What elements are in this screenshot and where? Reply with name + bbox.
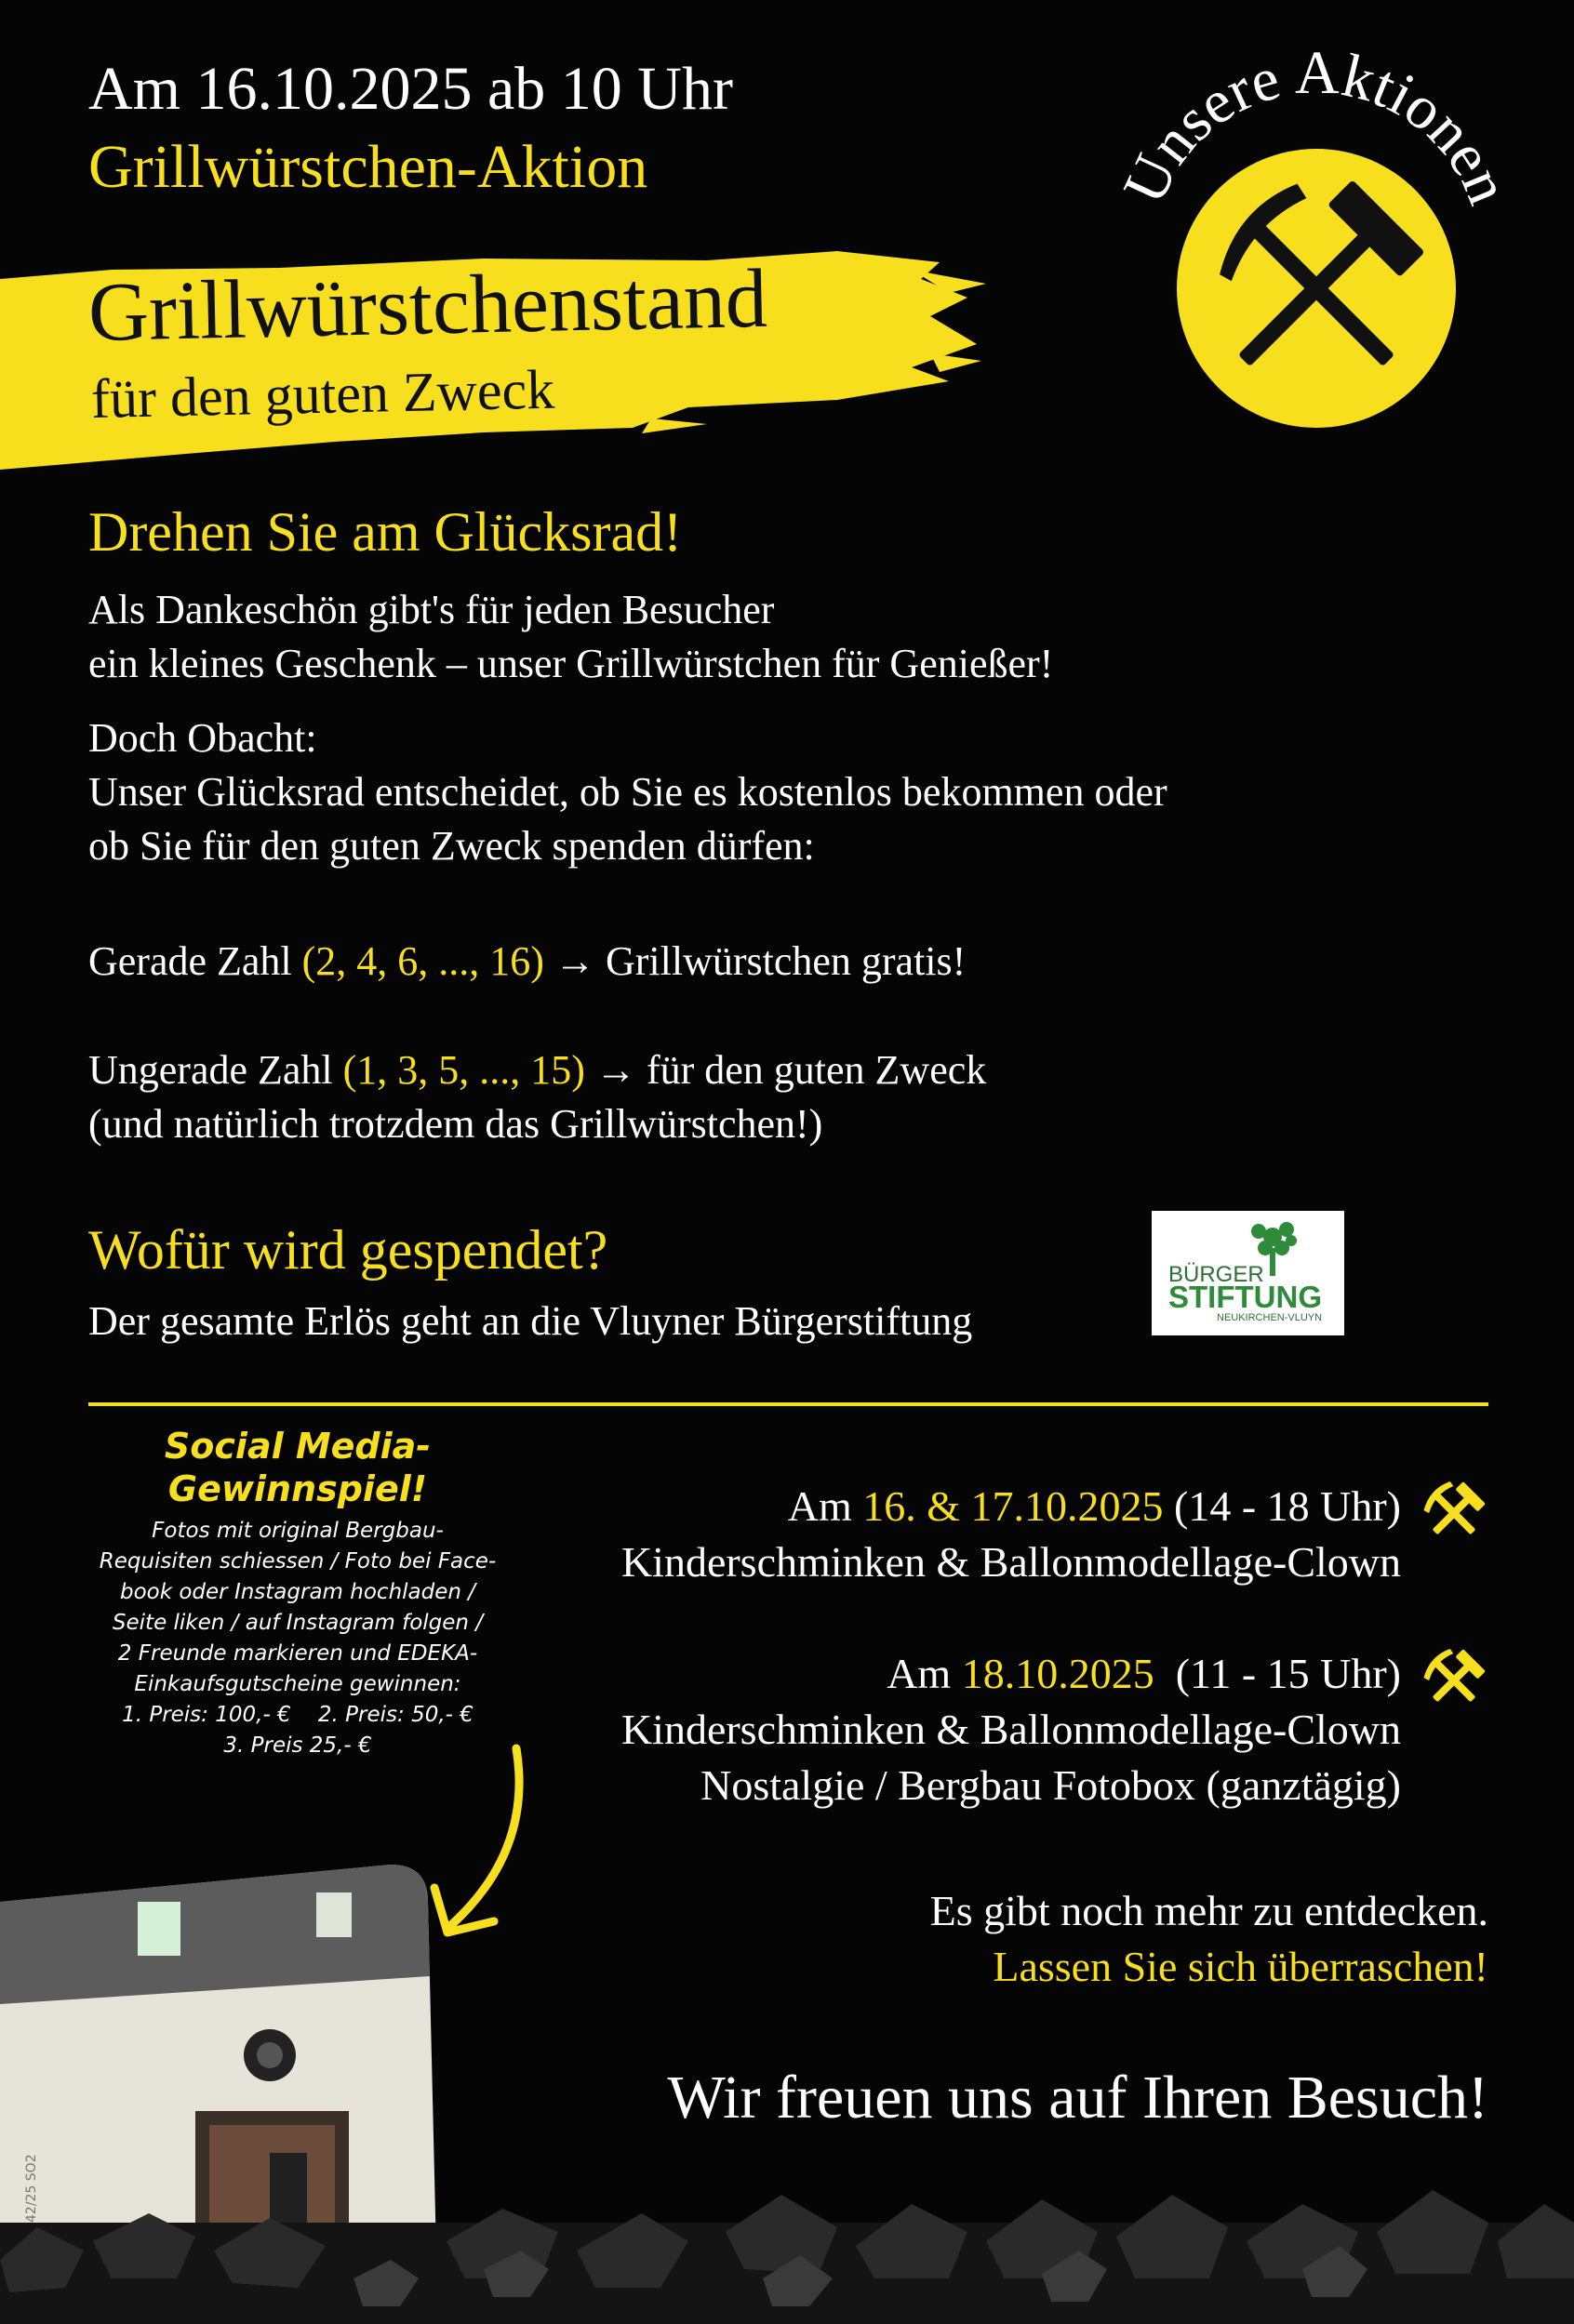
schedule-activity: Kinderschminken & Ballonmodellage-Clown	[620, 1706, 1401, 1753]
unsere-aktionen-badge	[1098, 37, 1535, 474]
social-body-line: 3. Preis 25,- €	[223, 1733, 372, 1758]
hammer-and-pick-icon	[1421, 1481, 1487, 1546]
more-line2: Lassen Sie sich überraschen!	[993, 1943, 1488, 1990]
caution-line: ob Sie für den guten Zweck spenden dürfen:	[88, 823, 815, 869]
social-body-line: 2 Freunde markieren und EDEKA-	[117, 1641, 478, 1666]
schedule-item-1	[621, 1479, 1401, 1590]
social-body-line: Einkaufsgutscheine gewinnen:	[134, 1672, 461, 1696]
banner-title: Grillwürstchenstand	[87, 252, 768, 359]
donation-heading: Wofür wird gespendet?	[88, 1219, 608, 1281]
schedule-item-2	[621, 1646, 1401, 1813]
coal-pile-decoration	[0, 2139, 1574, 2324]
schedule-time: (14 - 18 Uhr)	[1163, 1482, 1401, 1530]
social-title-line: Gewinnspiel!	[167, 1468, 428, 1509]
badge-text: Unsere Aktionen	[1110, 38, 1523, 214]
schedule-prefix: Am	[787, 1482, 863, 1530]
even-label: Gerade Zahl	[88, 938, 302, 984]
social-media-title	[37, 1425, 558, 1510]
more-line1: Es gibt noch mehr zu entdecken.	[929, 1887, 1488, 1934]
banner-subtitle: für den guten Zweck	[90, 358, 555, 430]
even-number-rule	[88, 935, 966, 989]
schedule-activity: Kinderschminken & Ballonmodellage-Clown	[620, 1538, 1401, 1586]
buergerstiftung-logo	[1152, 1211, 1344, 1335]
logo-line2: STIFTUNG	[1168, 1280, 1322, 1314]
schedule-prefix: Am	[887, 1650, 962, 1697]
odd-label: Ungerade Zahl	[88, 1047, 343, 1093]
odd-numbers: (1, 3, 5, ..., 15)	[342, 1047, 585, 1093]
odd-note: (und natürlich trotzdem das Grillwürstchen!)	[88, 1101, 823, 1147]
social-body-line: Seite liken / auf Instagram folgen /	[112, 1611, 484, 1635]
thanks-line: ein kleines Geschenk – unser Grillwürstchen für Genießer!	[88, 641, 1054, 686]
caution-line: Unser Glücksrad entscheidet, ob Sie es kostenlos bekommen oder	[88, 769, 1167, 815]
social-body-line: book oder Instagram hochladen /	[119, 1580, 476, 1604]
odd-result: → für den guten Zweck	[584, 1047, 987, 1093]
even-numbers: (2, 4, 6, ..., 16)	[301, 938, 544, 984]
schedule-date: 16. & 17.10.2025	[862, 1482, 1164, 1530]
social-title-line: Social Media-	[164, 1426, 432, 1467]
event-date-heading: Am 16.10.2025 ab 10 Uhr	[88, 55, 733, 123]
curved-arrow-icon	[423, 1739, 544, 1953]
print-code: 42/25 SO2	[24, 2154, 39, 2223]
social-body-line: Fotos mit original Bergbau-	[152, 1519, 444, 1543]
donation-text: Der gesamte Erlös geht an die Vluyner Bürgerstiftung	[88, 1298, 973, 1344]
social-body-line: 1. Preis: 100,- € 2. Preis: 50,- €	[122, 1703, 474, 1727]
schedule-date: 18.10.2025	[961, 1650, 1154, 1697]
social-media-body	[37, 1516, 558, 1761]
lucky-wheel-heading: Drehen Sie am Glücksrad!	[88, 501, 683, 563]
event-subtitle: Grillwürstchen-Aktion	[88, 133, 648, 201]
caution-text	[88, 711, 1167, 873]
schedule-activity: Nostalgie / Bergbau Fotobox (ganztägig)	[700, 1761, 1401, 1809]
odd-number-rule	[88, 1043, 986, 1151]
thanks-text	[88, 583, 1053, 691]
section-divider	[88, 1402, 1488, 1406]
more-to-discover	[930, 1883, 1488, 1995]
logo-line1: BÜRGER	[1168, 1262, 1264, 1287]
logo-line3: NEUKIRCHEN-VLUYN	[1217, 1312, 1323, 1323]
caution-line: Doch Obacht:	[88, 715, 317, 761]
even-result: → Grillwürstchen gratis!	[543, 938, 967, 984]
closing-message: Wir freuen uns auf Ihren Besuch!	[667, 2064, 1488, 2131]
social-body-line: Requisiten schiessen / Foto bei Face-	[99, 1549, 497, 1574]
hammer-and-pick-icon	[1421, 1648, 1487, 1713]
schedule-time: (11 - 15 Uhr)	[1154, 1650, 1401, 1697]
social-media-contest	[37, 1425, 558, 1761]
thanks-line: Als Dankeschön gibt's für jeden Besucher	[88, 587, 775, 632]
